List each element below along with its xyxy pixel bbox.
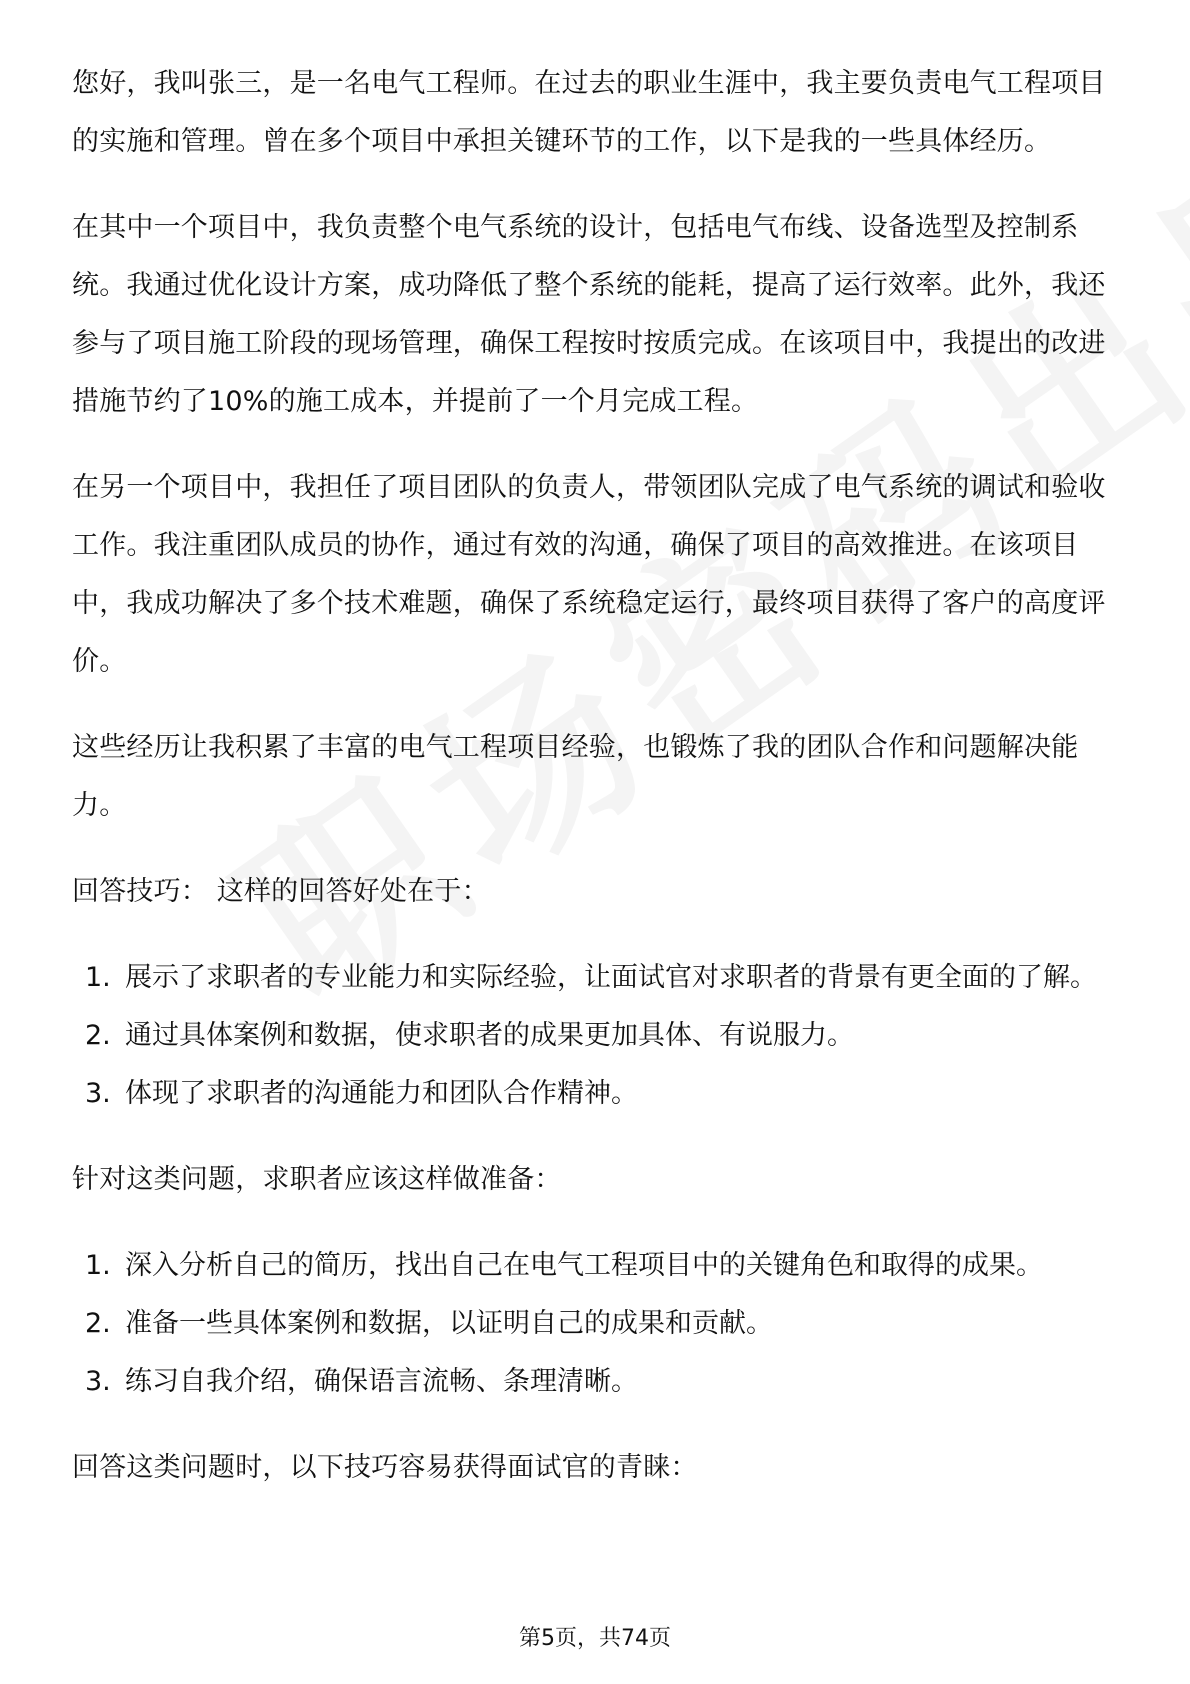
tips-list	[72, 949, 1122, 1123]
preparation-list	[72, 1237, 1122, 1411]
list-item-text: 展示了求职者的专业能力和实际经验，让面试官对求职者的背景有更全面的了解。	[125, 962, 1097, 993]
heading-answer-tips: 回答技巧： 这样的回答好处在于：	[72, 876, 489, 907]
list-item	[72, 949, 1122, 1007]
list-item	[72, 1295, 1122, 1353]
list-item-text: 准备一些具体案例和数据，以证明自己的成果和贡献。	[125, 1308, 773, 1339]
list-item-number: 2.	[85, 1308, 111, 1339]
list-item-text: 练习自我介绍，确保语言流畅、条理清晰。	[125, 1366, 638, 1397]
list-item	[72, 1007, 1122, 1065]
heading-favorable-tips: 回答这类问题时，以下技巧容易获得面试官的青睐：	[72, 1452, 698, 1483]
list-item-text: 体现了求职者的沟通能力和团队合作精神。	[125, 1078, 638, 1109]
list-item	[72, 1065, 1122, 1123]
paragraph-intro: 您好，我叫张三，是一名电气工程师。在过去的职业生涯中，我主要负责电气工程项目的实施和管理。曾在多个项目中承担关键环节的工作，以下是我的一些具体经历。	[72, 68, 1106, 157]
paragraph-project-two: 在另一个项目中，我担任了项目团队的负责人，带领团队完成了电气系统的调试和验收工作。我注重团队成员的协作，通过有效的沟通，确保了项目的高效推进。在该项目中，我成功解决了多个技术难题，确保了系统稳定运行，最终项目获得了客户的高度评价。	[72, 472, 1106, 677]
list-item	[72, 1237, 1122, 1295]
list-item-number: 1.	[85, 1250, 111, 1281]
heading-preparation: 针对这类问题，求职者应该这样做准备：	[72, 1164, 562, 1195]
page-number-footer: 第5页，共74页	[519, 1626, 671, 1651]
list-item-number: 3.	[85, 1078, 111, 1109]
document-body	[72, 55, 1122, 1525]
list-item-text: 通过具体案例和数据，使求职者的成果更加具体、有说服力。	[125, 1020, 854, 1051]
paragraph-summary: 这些经历让我积累了丰富的电气工程项目经验，也锻炼了我的团队合作和问题解决能力。	[72, 732, 1079, 821]
list-item-number: 3.	[85, 1366, 111, 1397]
list-item-text: 深入分析自己的简历，找出自己在电气工程项目中的关键角色和取得的成果。	[125, 1250, 1043, 1281]
paragraph-project-one: 在其中一个项目中，我负责整个电气系统的设计，包括电气布线、设备选型及控制系统。我通过优化设计方案，成功降低了整个系统的能耗，提高了运行效率。此外，我还参与了项目施工阶段的现场管理，确保工程按时按质完成。在该项目中，我提出的改进措施节约了10%的施工成本，并提前了一个月完成工程。	[72, 212, 1106, 417]
list-item	[72, 1353, 1122, 1411]
list-item-number: 1.	[85, 962, 111, 993]
list-item-number: 2.	[85, 1020, 111, 1051]
